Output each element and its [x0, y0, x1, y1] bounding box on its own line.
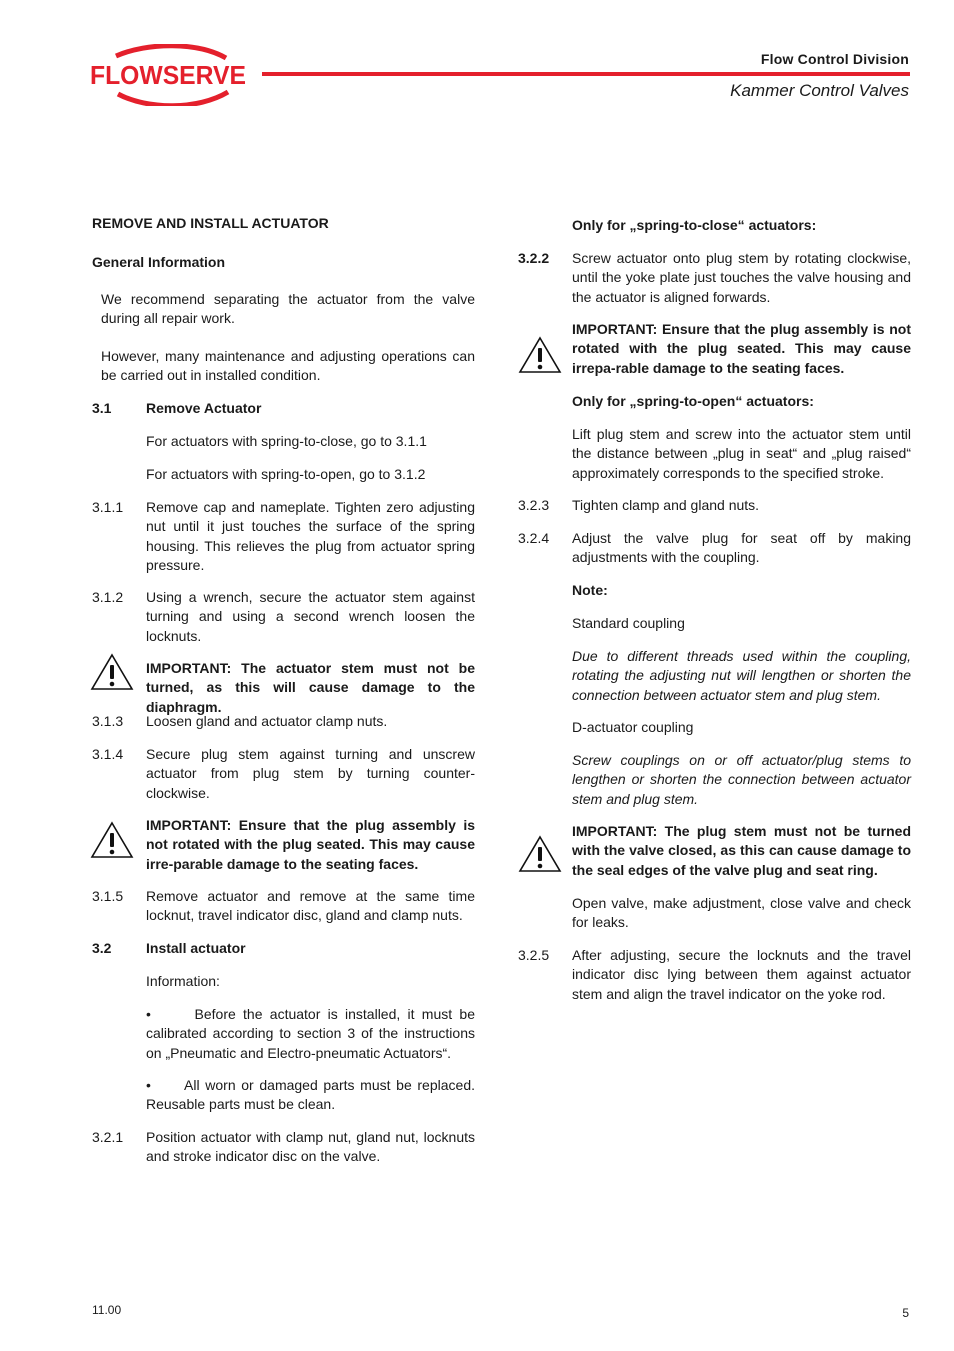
warning-plug-assembly: IMPORTANT: Ensure that the plug assembly is not rotated with the plug seated. This may cause irre-parable damage to the seating faces.: [146, 817, 475, 872]
d-actuator-coupling-text: Screw couplings on or off actuator/plug stems to lengthen or shorten the connection between actuator stem and plug stem.: [572, 752, 911, 807]
step-3-2-5-number: 3.2.5: [518, 947, 550, 963]
step-3-1-3-text: Loosen gland and actuator clamp nuts.: [146, 713, 388, 729]
section-3-2-info-label: Information:: [146, 973, 220, 989]
division-name: Flow Control Division: [760, 51, 909, 67]
warning-icon: [90, 652, 134, 692]
step-3-2-5-text: After adjusting, secure the locknuts and the travel indicator disc lying between them against actuator stem and align the travel indicator on the yoke rod.: [572, 947, 911, 1002]
spring-to-open-heading: Only for „spring-to-open“ actuators:: [572, 393, 814, 409]
standard-coupling-label: Standard coupling: [572, 615, 685, 631]
spring-to-close-heading: Only for „spring-to-close“ actuators:: [572, 217, 817, 233]
open-valve-text: Open valve, make adjustment, close valve and check for leaks.: [572, 895, 911, 931]
warning-plug-assembly-right: IMPORTANT: Ensure that the plug assembly is not rotated with the plug seated. This may cause irrepa-rable damage to the seating faces.: [572, 321, 911, 376]
product-subtitle: Kammer Control Valves: [730, 81, 909, 100]
step-3-2-4-number: 3.2.4: [518, 530, 550, 546]
step-3-2-1-number: 3.2.1: [92, 1129, 124, 1145]
step-3-1-2-text: Using a wrench, secure the actuator stem against turning and using a second wrench loosen the locknuts.: [146, 589, 475, 644]
section-3-2-title: Install actuator: [146, 940, 246, 956]
step-3-2-3-number: 3.2.3: [518, 497, 550, 513]
note-label: Note:: [572, 582, 608, 598]
step-3-2-2-number: 3.2.2: [518, 250, 550, 266]
warning-icon: [90, 820, 134, 860]
step-3-2-3-text: Tighten clamp and gland nuts.: [572, 497, 760, 513]
step-3-1-1-text: Remove cap and nameplate. Tighten zero adjusting nut until it just touches the surface of the spring housing. This relieves the plug from actuator spring pressure.: [146, 499, 475, 573]
section-3-1-line-2: For actuators with spring-to-open, go to 3.1.2: [146, 466, 426, 482]
warning-actuator-stem: IMPORTANT: The actuator stem must not be turned, as this will cause damage to the diaphragm.: [146, 660, 475, 715]
standard-coupling-text: Due to different threads used within the coupling, rotating the adjusting nut will lengthen or shorten the connection between actuator stem and plug stem.: [572, 648, 911, 703]
step-3-1-5-number: 3.1.5: [92, 888, 124, 904]
step-3-1-3-number: 3.1.3: [92, 713, 124, 729]
flowserve-logo: [88, 44, 248, 106]
step-3-2-1-text: Position actuator with clamp nut, gland nut, locknuts and stroke indicator disc on the valve.: [146, 1129, 475, 1165]
spring-to-open-text: Lift plug stem and screw into the actuator stem until the distance between „plug in seat“ and „plug raised“ approximately corresponds to the specified stroke.: [572, 426, 911, 481]
step-3-1-5-text: Remove actuator and remove at the same time locknut, travel indicator disc, gland and clamp nuts.: [146, 888, 475, 924]
d-actuator-coupling-label: D-actuator coupling: [572, 719, 694, 735]
header-rule: [262, 72, 910, 76]
step-3-2-4-text: Adjust the valve plug for seat off by making adjustments with the coupling.: [572, 530, 911, 566]
warning-icon: [518, 834, 562, 874]
step-3-1-1-number: 3.1.1: [92, 499, 124, 515]
section-3-1-line-1: For actuators with spring-to-close, go to 3.1.1: [146, 433, 427, 449]
warning-plug-stem-closed: IMPORTANT: The plug stem must not be turned with the valve closed, as this can cause damage to the seal edges of the valve plug and seat ring.: [572, 823, 911, 878]
general-info-heading: General Information: [92, 254, 226, 270]
step-3-1-4-number: 3.1.4: [92, 746, 124, 762]
bullet-calibration: • Before the actuator is installed, it must be calibrated according to section 3 of the instructions on „Pneumatic and Electro-pneumatic Actuators“.: [146, 1006, 479, 1061]
step-3-1-4-text: Secure plug stem against turning and unscrew actuator from plug stem by turning counter-clockwise.: [146, 746, 475, 801]
general-paragraph-1: We recommend separating the actuator from the valve during all repair work.: [101, 291, 475, 327]
step-3-1-2-number: 3.1.2: [92, 589, 124, 605]
section-3-1-title: Remove Actuator: [146, 400, 262, 416]
logo-text: FLOWSERVE: [90, 60, 246, 90]
section-3-1-number: 3.1: [92, 400, 112, 416]
footer-date: 11.00: [92, 1303, 122, 1317]
step-3-2-2-text: Screw actuator onto plug stem by rotating clockwise, until the yoke plate just touches the valve housing and the actuator is aligned forwards.: [572, 250, 911, 305]
section-heading: REMOVE AND INSTALL ACTUATOR: [92, 215, 329, 231]
warning-icon: [518, 335, 562, 375]
general-paragraph-2: However, many maintenance and adjusting operations can be carried out in installed condition.: [101, 348, 475, 384]
section-3-2-number: 3.2: [92, 940, 112, 956]
bullet-worn-parts: • All worn or damaged parts must be replaced. Reusable parts must be clean.: [146, 1077, 479, 1113]
page-number: 5: [902, 1306, 909, 1320]
